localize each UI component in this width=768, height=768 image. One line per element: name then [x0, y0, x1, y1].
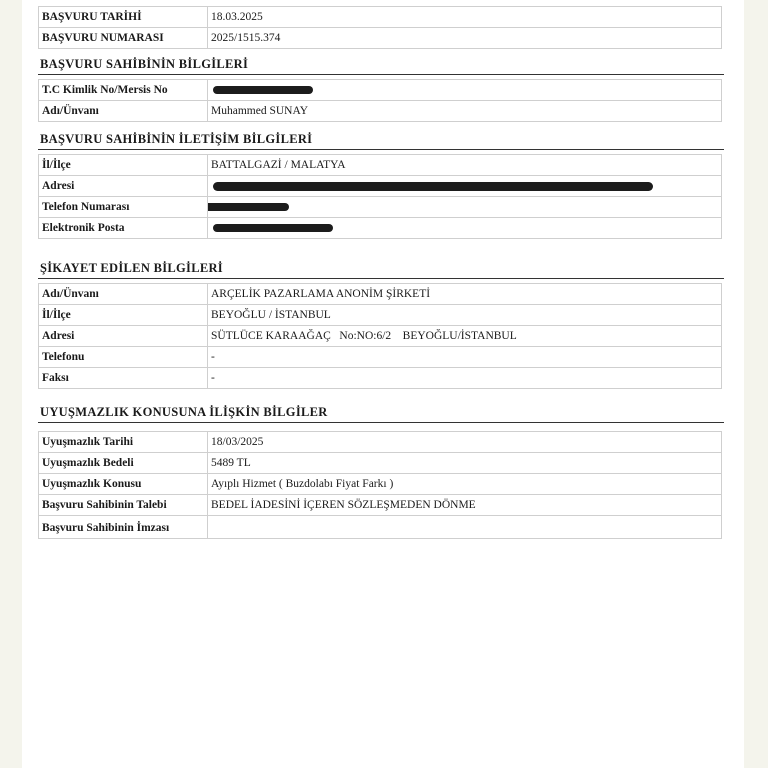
table-row	[39, 432, 722, 453]
section-title-contact: BAŞVURU SAHİBİNİN İLETİŞİM BİLGİLERİ	[38, 132, 724, 150]
field-label: T.C Kimlik No/Mersis No	[39, 80, 208, 101]
table-row	[39, 197, 722, 218]
respondent-phone-value: -	[208, 347, 722, 368]
field-label: Telefonu	[39, 347, 208, 368]
phone-value	[208, 197, 722, 218]
table-row	[39, 284, 722, 305]
table-row	[39, 155, 722, 176]
field-label: BAŞVURU NUMARASI	[39, 28, 208, 49]
table-row	[39, 7, 722, 28]
redaction-mark	[213, 224, 333, 232]
document-page	[22, 0, 744, 768]
field-label: Telefon Numarası	[39, 197, 208, 218]
applicant-request-value: BEDEL İADESİNİ İÇEREN SÖZLEŞMEDEN DÖNME	[208, 495, 722, 516]
table-row	[39, 176, 722, 197]
section-title-respondent: ŞİKAYET EDİLEN BİLGİLERİ	[38, 261, 724, 279]
table-row	[39, 101, 722, 122]
dispute-amount-value: 5489 TL	[208, 453, 722, 474]
signature-value	[208, 516, 722, 539]
application-date-value: 18.03.2025	[208, 7, 722, 28]
field-label: İl/İlçe	[39, 305, 208, 326]
field-label: BAŞVURU TARİHİ	[39, 7, 208, 28]
field-label: Adresi	[39, 326, 208, 347]
dispute-table	[38, 431, 722, 539]
field-label: Adresi	[39, 176, 208, 197]
dispute-date-value: 18/03/2025	[208, 432, 722, 453]
respondent-fax-value: -	[208, 368, 722, 389]
respondent-table	[38, 283, 722, 389]
table-row	[39, 80, 722, 101]
field-label: İl/İlçe	[39, 155, 208, 176]
field-label: Başvuru Sahibinin İmzası	[39, 516, 208, 539]
field-label: Uyuşmazlık Tarihi	[39, 432, 208, 453]
table-row	[39, 453, 722, 474]
field-label: Adı/Ünvanı	[39, 284, 208, 305]
field-label: Uyuşmazlık Bedeli	[39, 453, 208, 474]
table-row	[39, 305, 722, 326]
applicant-table	[38, 79, 722, 122]
table-row	[39, 495, 722, 516]
respondent-address-value: SÜTLÜCE KARAAĞAÇ No:NO:6/2 BEYOĞLU/İSTANBUL	[208, 326, 722, 347]
field-label: Elektronik Posta	[39, 218, 208, 239]
application-number-value: 2025/1515.374	[208, 28, 722, 49]
respondent-name-value: ARÇELİK PAZARLAMA ANONİM ŞİRKETİ	[208, 284, 722, 305]
table-row	[39, 326, 722, 347]
address-value	[208, 176, 722, 197]
table-row	[39, 347, 722, 368]
redaction-mark	[213, 182, 653, 191]
table-row	[39, 516, 722, 539]
respondent-province-value: BEYOĞLU / İSTANBUL	[208, 305, 722, 326]
redaction-mark	[208, 203, 290, 211]
application-info-table	[38, 6, 722, 49]
field-label: Başvuru Sahibinin Talebi	[39, 495, 208, 516]
complaint-form	[38, 4, 724, 539]
table-row	[39, 368, 722, 389]
id-number-value	[208, 80, 722, 101]
applicant-name-value: Muhammed SUNAY	[208, 101, 722, 122]
field-label: Uyuşmazlık Konusu	[39, 474, 208, 495]
table-row	[39, 218, 722, 239]
field-label: Adı/Ünvanı	[39, 101, 208, 122]
field-label: Faksı	[39, 368, 208, 389]
section-title-dispute: UYUŞMAZLIK KONUSUNA İLİŞKİN BİLGİLER	[38, 405, 724, 423]
province-value: BATTALGAZİ / MALATYA	[208, 155, 722, 176]
email-value	[208, 218, 722, 239]
table-row	[39, 474, 722, 495]
section-title-applicant: BAŞVURU SAHİBİNİN BİLGİLERİ	[38, 57, 724, 75]
redaction-mark	[213, 86, 313, 94]
contact-table	[38, 154, 722, 239]
dispute-subject-value: Ayıplı Hizmet ( Buzdolabı Fiyat Farkı )	[208, 474, 722, 495]
table-row	[39, 28, 722, 49]
